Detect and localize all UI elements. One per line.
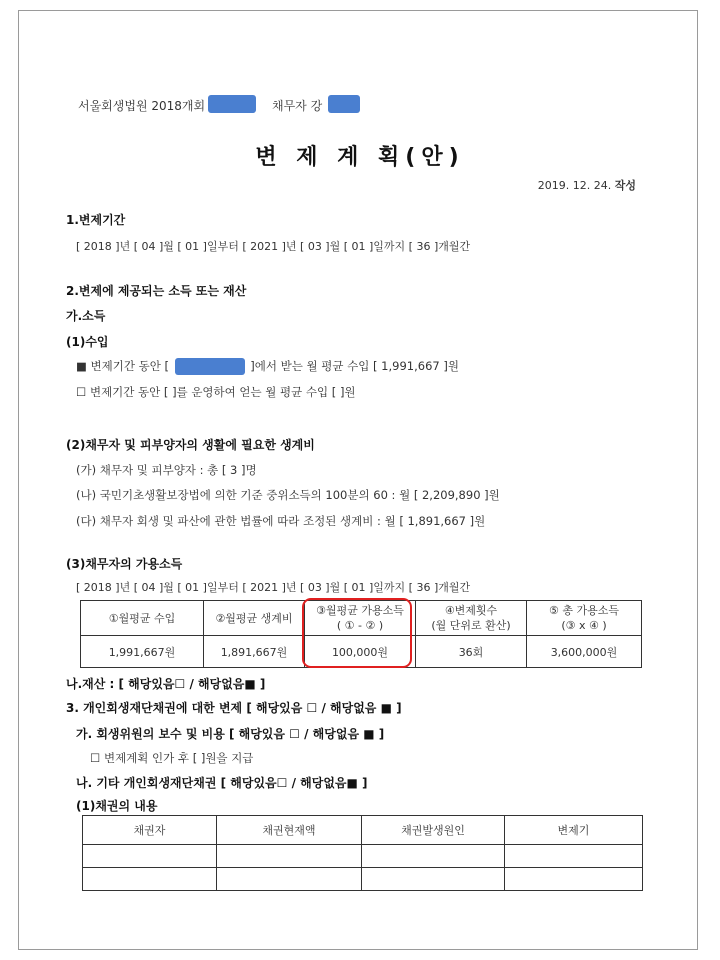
header-repayment-count: ④변제횟수 (월 단위로 환산) xyxy=(416,601,527,636)
claims-header-cause: 채권발생원인 xyxy=(362,816,505,845)
living-cost-line-1: (가) 채무자 및 피부양자 : 총 [ 3 ]명 xyxy=(76,463,257,477)
claims-header-row xyxy=(83,816,643,845)
value-total-available-income: 3,600,000원 xyxy=(527,636,642,668)
available-income-period: [ 2018 ]년 [ 04 ]월 [ 01 ]일부터 [ 2021 ]년 [ 03 ]월 [ 01 ]일까지 [ 36 ]개월간 xyxy=(76,581,471,594)
header-monthly-living-cost: ②월평균 생계비 xyxy=(204,601,305,636)
table-row xyxy=(83,868,643,891)
section-2-title: 2.변제에 제공되는 소득 또는 재산 xyxy=(66,284,247,298)
value-monthly-living-cost: 1,891,667원 xyxy=(204,636,305,668)
claims-header-current-amount: 채권현재액 xyxy=(217,816,362,845)
living-cost-line-2: (나) 국민기초생활보장법에 의한 기준 중위소득의 100분의 60 : 월 [ 2,209,890 ]원 xyxy=(76,488,500,502)
income-title: (1)수입 xyxy=(66,335,109,349)
claims-header-creditor: 채권자 xyxy=(83,816,217,845)
header-monthly-available-income: ③월평균 가용소득 ( ① - ② ) xyxy=(305,601,416,636)
available-income-title: (3)채무자의 가용소득 xyxy=(66,557,183,571)
value-monthly-available-income: 100,000원 xyxy=(305,636,416,668)
living-cost-line-3: (다) 채무자 회생 및 파산에 관한 법률에 따라 조정된 생계비 : 월 [ 1,891,667 ]원 xyxy=(76,514,486,528)
debtor-name: 채무자 강 xyxy=(272,99,323,113)
document-date xyxy=(538,177,636,193)
header-monthly-income: ①월평균 수입 xyxy=(81,601,204,636)
income-line-1-prefix: ■ 변제기간 동안 [ xyxy=(76,359,169,373)
document-title: 변 제 계 획(안) xyxy=(255,145,465,170)
value-monthly-income: 1,991,667원 xyxy=(81,636,204,668)
section-1-title: 1.변제기간 xyxy=(66,213,126,227)
commissioner-fee-line: 가. 회생위원의 보수 및 비용 [ 해당있음 ☐ / 해당없음 ■ ] xyxy=(76,727,385,741)
claims-content-title: (1)채권의 내용 xyxy=(76,799,158,813)
court-case-number: 서울회생법원 2018개회 xyxy=(78,99,206,113)
income-subsection: 가.소득 xyxy=(66,309,106,323)
redacted-case-number xyxy=(208,95,256,113)
claims-table xyxy=(82,815,643,891)
claims-header-due-date: 변제기 xyxy=(505,816,643,845)
income-line-1 xyxy=(76,358,459,375)
table-row xyxy=(83,845,643,868)
living-cost-title: (2)채무자 및 피부양자의 생활에 필요한 생계비 xyxy=(66,438,315,452)
header-total-available-income: ⑤ 총 가용소득 (③ x ④ ) xyxy=(527,601,642,636)
other-claims-line: 나. 기타 개인회생재단채권 [ 해당있음☐ / 해당없음■ ] xyxy=(76,776,368,790)
highlight-circle xyxy=(302,598,412,668)
commissioner-fee-item: ☐ 변제계획 인가 후 [ ]원을 지급 xyxy=(90,751,254,765)
section-3-title: 3. 개인회생재단채권에 대한 변제 [ 해당있음 ☐ / 해당없음 ■ ] xyxy=(66,701,402,715)
repayment-period: [ 2018 ]년 [ 04 ]월 [ 01 ]일부터 [ 2021 ]년 [ 03 ]월 [ 01 ]일까지 [ 36 ]개월간 xyxy=(76,240,471,253)
date-suffix: 작성 xyxy=(614,179,636,192)
redacted-employer xyxy=(175,358,245,375)
date-value: 2019. 12. 24. xyxy=(537,179,612,192)
property-line: 나.재산 : [ 해당있음☐ / 해당없음■ ] xyxy=(66,677,266,691)
redacted-debtor-name xyxy=(328,95,360,113)
income-line-1-suffix: ]에서 받는 월 평균 수입 [ 1,991,667 ]원 xyxy=(250,359,459,373)
value-repayment-count: 36회 xyxy=(416,636,527,668)
income-line-2: ☐ 변제기간 동안 [ ]를 운영하여 얻는 월 평균 수입 [ ]원 xyxy=(76,385,356,399)
